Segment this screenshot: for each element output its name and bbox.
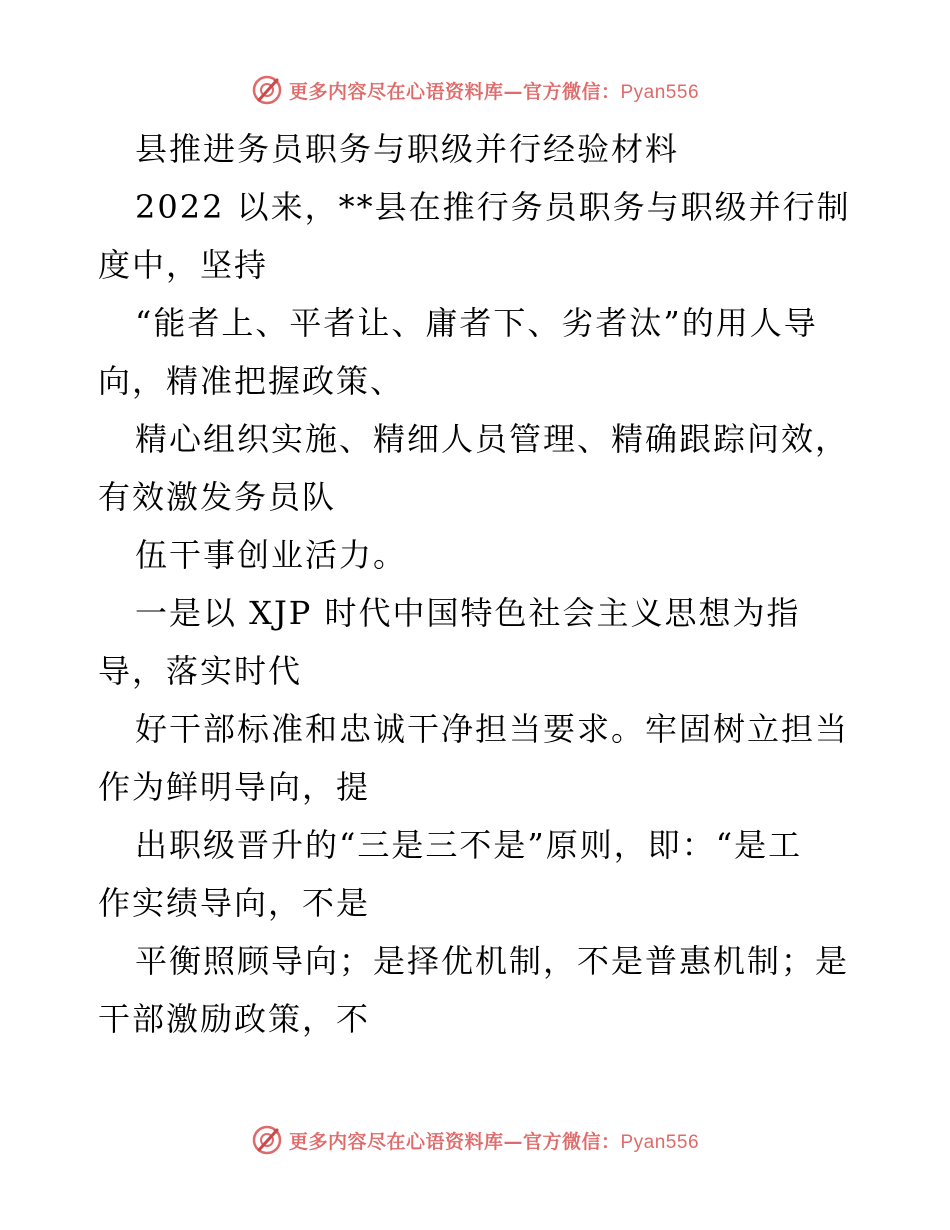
watermark-contact: Pyan556 [620, 1131, 700, 1153]
paragraph-line: 一是以 XJP 时代中国特色社会主义思想为指 [135, 594, 801, 632]
watermark-header [0, 70, 950, 110]
paragraph-line: 有效激发务员队 [98, 478, 337, 516]
paragraph-line: 县推进务员职务与职级并行经验材料 [135, 130, 680, 168]
watermark-text [289, 77, 699, 104]
watermark-logo-icon [251, 74, 283, 106]
paragraph-line: 伍干事创业活力。 [135, 536, 408, 574]
document-body [98, 120, 858, 1048]
watermark-footer [0, 1120, 950, 1160]
paragraph-line: 作为鲜明导向，提 [98, 768, 371, 806]
paragraph-line: 2022 以来，**县在推行务员职务与职级并行制 [135, 188, 851, 226]
paragraph-line: 度中，坚持 [98, 246, 269, 284]
paragraph-line: 出职级晋升的“三是三不是”原则，即：“是工 [135, 826, 803, 864]
paragraph-line: 平衡照顾导向；是择优机制，不是普惠机制；是 [135, 942, 850, 980]
paragraph-line: 干部激励政策，不 [98, 1000, 371, 1038]
paragraph-line: 导，落实时代 [98, 652, 303, 690]
watermark-label: 更多内容尽在心语资料库—官方微信： [288, 1130, 621, 1153]
watermark-contact: Pyan556 [620, 81, 700, 103]
paragraph-line: 精心组织实施、精细人员管理、精确跟踪问效， [135, 420, 850, 458]
paragraph-line: “能者上、平者让、庸者下、劣者汰”的用人导 [135, 304, 818, 342]
paragraph-line: 向，精准把握政策、 [98, 362, 405, 400]
watermark-text [289, 1127, 699, 1154]
watermark-logo-icon [251, 1124, 283, 1156]
paragraph-line: 作实绩导向，不是 [98, 884, 371, 922]
watermark-label: 更多内容尽在心语资料库—官方微信： [288, 80, 621, 103]
paragraph-line: 好干部标准和忠诚干净担当要求。牢固树立担当 [135, 710, 850, 748]
